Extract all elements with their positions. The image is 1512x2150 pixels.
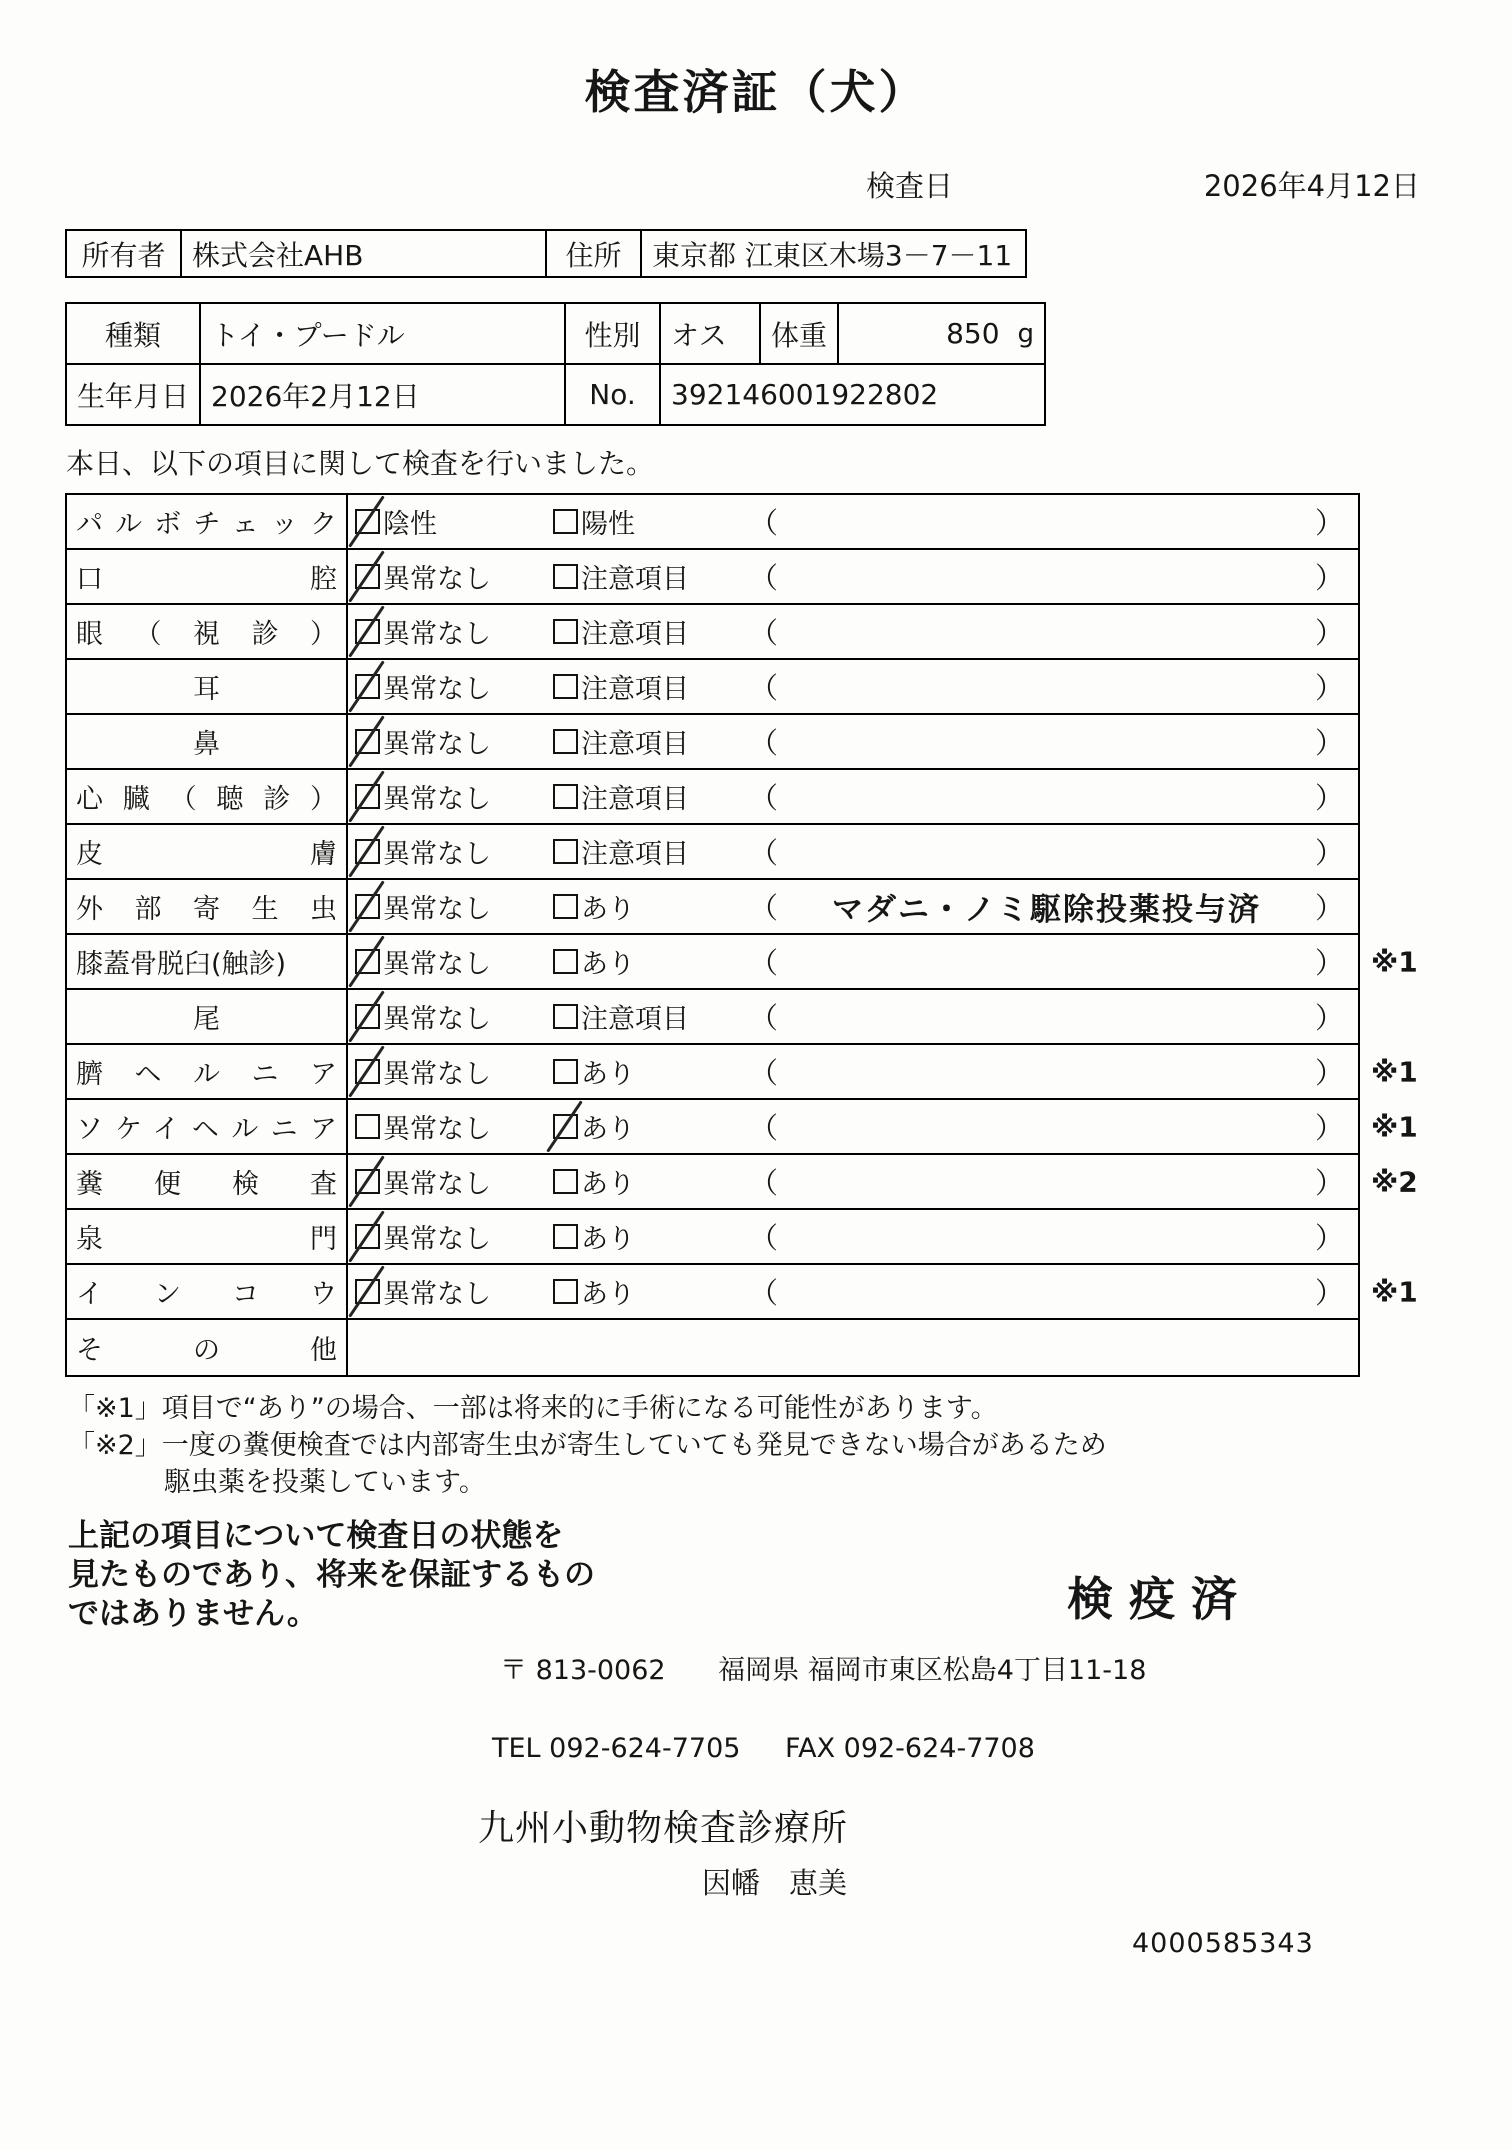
paren-close: ） [1314,671,1344,705]
option-1 [348,887,553,926]
checklist-row [67,770,1358,825]
checkbox-icon [553,509,578,534]
checklist-row [67,550,1358,605]
item-result-cell [348,1265,1358,1318]
owner-value: 株式会社AHB [181,230,546,277]
veterinarian-name: 因幡 恵美 [702,1866,848,1900]
owner-label: 所有者 [66,230,181,277]
item-label: 臍ヘルニア [76,1059,337,1090]
page-title: 検査済証（犬） [584,65,928,119]
check-mark-icon [348,1155,385,1207]
item-result-cell [348,1320,1358,1375]
item-label-cell [67,935,348,988]
item-label-cell [67,715,348,768]
finding-area [749,776,1358,817]
option-2-label: あり [581,1169,635,1200]
option-2 [553,942,749,981]
breed-label: 種類 [66,303,200,364]
option-2-label: あり [581,1114,635,1145]
checkbox-icon [355,1114,380,1139]
checkbox-icon [553,674,578,699]
option-2 [553,997,749,1036]
option-2 [553,502,749,541]
paren-close: ） [1314,946,1344,980]
item-label-cell [67,660,348,713]
option-2-label: 注意項目 [581,674,689,705]
item-result-cell [348,880,1358,933]
option-1 [348,832,553,871]
checklist-row [67,880,1358,935]
inspection-date-label: 検査日 [866,169,954,203]
item-label: 糞便検査 [76,1169,337,1200]
paren-open: （ [749,781,779,815]
option-2 [553,557,749,596]
checklist-row [67,825,1358,880]
item-result-cell [348,495,1358,548]
checkbox-icon [355,1224,380,1249]
clinic-fax: FAX 092-624-7708 [785,1733,1035,1764]
option-1-label: 異常なし [383,784,491,815]
checklist-row [67,1320,1358,1375]
item-result-cell [348,715,1358,768]
item-label: 外部寄生虫 [76,894,337,925]
number-value: 392146001922802 [660,364,1045,425]
item-label: 心臓（聴診） [76,784,337,815]
finding-area [749,941,1358,982]
checkbox-icon [553,949,578,974]
checklist-row [67,1210,1358,1265]
quarantine-stamp: 検疫済 [1067,1571,1253,1626]
number-label: No. [565,364,660,425]
finding-area [749,611,1358,652]
option-1 [348,997,553,1036]
birthdate-label: 生年月日 [66,364,200,425]
item-label-cell [67,990,348,1043]
checkbox-icon [553,894,578,919]
footnote-marker: ※1 [1371,1110,1418,1143]
paren-close: ） [1314,726,1344,760]
paren-open: （ [749,1111,779,1145]
item-label: その他 [76,1335,337,1366]
item-result-cell [348,935,1358,988]
check-mark-icon [348,605,385,657]
option-2 [553,1272,749,1311]
checklist-row [67,1045,1418,1100]
checkbox-icon [553,729,578,754]
paren-open: （ [749,1221,779,1255]
item-label-cell [67,495,348,548]
item-label: 泉門 [76,1224,337,1255]
finding-area [749,1161,1358,1202]
checkbox-icon [553,1279,578,1304]
option-1-label: 異常なし [383,1114,491,1145]
item-label-cell [67,880,348,933]
item-label-cell [67,1045,348,1098]
checkbox-icon [553,564,578,589]
check-mark-icon [348,880,385,932]
serial-number: 4000585343 [1132,1928,1314,1959]
check-mark-icon [348,770,385,822]
option-1-label: 異常なし [383,619,491,650]
paren-open: （ [749,1276,779,1310]
item-label-cell [67,1210,348,1263]
item-label: ソケイヘルニア [76,1114,337,1145]
paren-open: （ [749,891,779,925]
checkbox-icon [355,1169,380,1194]
finding-text: マダニ・ノミ駆除投薬投与済 [832,892,1261,928]
option-1-label: 異常なし [383,949,491,980]
check-mark-icon [348,1210,385,1262]
paren-close: ） [1314,781,1344,815]
option-1-label: 異常なし [383,1059,491,1090]
footnote-marker: ※1 [1371,945,1418,978]
item-result-cell [348,1155,1358,1208]
option-1 [348,1162,553,1201]
weight-label: 体重 [760,303,838,364]
paren-open: （ [749,1056,779,1090]
option-1 [348,1272,553,1311]
footnote-line: 「※2」一度の糞便検査では内部寄生虫が寄生していても発見できない場合があるため [68,1430,1107,1461]
checklist-row [67,660,1358,715]
check-mark-icon [348,715,385,767]
paren-open: （ [749,946,779,980]
paren-open: （ [749,1001,779,1035]
checkbox-icon [355,1059,380,1084]
checkbox-icon [355,894,380,919]
option-1 [348,1052,553,1091]
item-label-cell [67,770,348,823]
option-1-label: 異常なし [383,1169,491,1200]
disclaimer-text: 上記の項目について検査日の状態を 見たものであり、将来を保証するもの ではありません。 [68,1518,595,1632]
checkbox-icon [355,949,380,974]
weight-unit: g [1017,318,1035,349]
item-label: インコウ [76,1279,337,1310]
finding-area [749,1051,1358,1092]
inspection-date-value: 2026年4月12日 [1203,169,1420,203]
pet-table [65,302,1046,426]
option-2 [553,777,749,816]
item-result-cell [348,825,1358,878]
option-2-label: 注意項目 [581,1004,689,1035]
option-2 [553,832,749,871]
checkbox-icon [553,784,578,809]
paren-open: （ [749,836,779,870]
option-1-label: 異常なし [383,674,491,705]
option-1-label: 異常なし [383,1224,491,1255]
finding-area [749,831,1358,872]
option-1-label: 異常なし [383,894,491,925]
item-label-cell [67,550,348,603]
paren-open: （ [749,616,779,650]
checkbox-icon [355,784,380,809]
checkbox-icon [355,619,380,644]
item-result-cell [348,990,1358,1043]
item-result-cell [348,1100,1358,1153]
option-1 [348,502,553,541]
option-2-label: あり [581,1224,635,1255]
checklist-row [67,605,1358,660]
item-label-cell [67,1265,348,1318]
finding-area [749,1106,1358,1147]
option-1 [348,557,553,596]
item-label: 口腔 [76,564,337,595]
finding-area [749,1216,1358,1257]
paren-open: （ [749,1166,779,1200]
paren-close: ） [1314,1056,1344,1090]
table-row [66,364,1045,425]
paren-close: ） [1314,1221,1344,1255]
item-label: 耳 [193,674,220,705]
checkbox-icon [553,1059,578,1084]
address-value: 東京都 江東区木場3－7－11 [641,230,1026,277]
item-label: 皮膚 [76,839,337,870]
item-result-cell [348,1045,1358,1098]
checkbox-icon [355,839,380,864]
option-2-label: 陽性 [581,509,635,540]
checkbox-icon [553,1224,578,1249]
footnote-line: 駆虫薬を投薬しています。 [164,1467,486,1498]
option-1 [348,667,553,706]
option-1-label: 異常なし [383,729,491,760]
check-mark-icon [348,495,385,547]
option-1 [348,722,553,761]
postal-code: 〒 813-0062 [500,1655,666,1686]
finding-area [749,721,1358,762]
checklist-row [67,715,1358,770]
item-result-cell [348,660,1358,713]
paren-close: ） [1314,1111,1344,1145]
checkbox-icon [553,619,578,644]
option-2-label: 注意項目 [581,784,689,815]
finding-area [749,501,1358,542]
check-mark-icon [348,1045,385,1097]
footnote-marker: ※1 [1371,1055,1418,1088]
paren-close: ） [1314,616,1344,650]
finding-area [749,1271,1358,1312]
check-mark-icon [348,660,385,712]
clinic-postal-line [500,1648,1512,1687]
option-1-label: 異常なし [383,564,491,595]
item-label-cell [67,825,348,878]
finding-area [749,884,1358,929]
option-1 [348,1217,553,1256]
checklist-row [67,1265,1418,1320]
item-result-cell [348,770,1358,823]
birthdate-value: 2026年2月12日 [200,364,565,425]
paren-close: ） [1314,1166,1344,1200]
option-1-label: 異常なし [383,1004,491,1035]
option-2 [553,667,749,706]
weight-cell [838,303,1045,364]
address-label: 住所 [546,230,641,277]
paren-close: ） [1314,561,1344,595]
checklist-table [65,493,1418,1377]
item-label: 尾 [193,1004,220,1035]
item-label-cell [67,1100,348,1153]
paren-close: ） [1314,891,1344,925]
clinic-name: 九州小動物検査診療所 [478,1808,849,1849]
checkbox-icon [553,1004,578,1029]
intro-sentence: 本日、以下の項目に関して検査を行いました。 [66,447,655,480]
option-1 [348,612,553,651]
option-2-label: 注意項目 [581,839,689,870]
option-2-label: 注意項目 [581,564,689,595]
paren-close: ） [1314,506,1344,540]
footnote-marker: ※1 [1371,1275,1418,1308]
item-label-cell [67,1155,348,1208]
paren-open: （ [749,726,779,760]
option-1 [348,1107,553,1146]
checklist-row [67,990,1358,1045]
footnotes [68,1390,1512,1501]
paren-open: （ [749,561,779,595]
option-1-label: 異常なし [383,839,491,870]
item-label: 鼻 [193,729,220,760]
finding-area [749,556,1358,597]
table-row [66,230,1026,277]
checkbox-icon [553,1169,578,1194]
option-1-label: 陰性 [383,509,437,540]
finding-area [749,996,1358,1037]
item-result-cell [348,550,1358,603]
checkbox-icon [553,1114,578,1139]
checkbox-icon [355,1004,380,1029]
option-1 [348,942,553,981]
option-2-label: 注意項目 [581,619,689,650]
item-result-cell [348,605,1358,658]
inspection-date-row [866,164,1420,205]
paren-open: （ [749,506,779,540]
paren-close: ） [1314,1001,1344,1035]
checkbox-icon [355,509,380,534]
footnote-marker: ※2 [1371,1165,1418,1198]
option-2-label: あり [581,1059,635,1090]
checkbox-icon [355,1279,380,1304]
clinic-tel: TEL 092-624-7705 [492,1733,741,1764]
option-2-label: 注意項目 [581,729,689,760]
check-mark-icon [348,550,385,602]
option-2 [553,722,749,761]
clinic-address: 福岡県 福岡市東区松島4丁目11-18 [718,1655,1147,1686]
item-label-cell [67,1320,348,1375]
checkbox-icon [355,729,380,754]
option-2 [553,1162,749,1201]
option-2-label: あり [581,949,635,980]
checkbox-icon [355,564,380,589]
option-2 [553,1217,749,1256]
sex-label: 性別 [565,303,660,364]
option-2 [553,1107,749,1146]
checkbox-icon [355,674,380,699]
check-mark-icon [348,825,385,877]
checkbox-icon [553,839,578,864]
check-mark-icon [348,1265,385,1317]
check-mark-icon [348,990,385,1042]
option-1-label: 異常なし [383,1279,491,1310]
footnote-line: 「※1」項目で“あり”の場合、一部は将来的に手術になる可能性があります。 [68,1393,998,1424]
checklist-row [67,495,1358,550]
option-2-label: あり [581,1279,635,1310]
item-result-cell [348,1210,1358,1263]
item-label: 膝蓋骨脱臼(触診) [76,949,287,980]
option-2-label: あり [581,894,635,925]
breed-value: トイ・プードル [200,303,565,364]
clinic-tel-line [492,1733,1512,1764]
option-2 [553,1052,749,1091]
checklist-row [67,1155,1418,1210]
finding-area [749,666,1358,707]
weight-value: 850 [946,317,1000,350]
option-1 [348,777,553,816]
disclaimer-row [68,1517,1253,1634]
owner-table [65,229,1027,278]
paren-close: ） [1314,1276,1344,1310]
paren-open: （ [749,671,779,705]
sex-value: オス [660,303,760,364]
option-2 [553,887,749,926]
item-label-cell [67,605,348,658]
option-2 [553,612,749,651]
table-row [66,303,1045,364]
check-mark-icon [348,935,385,987]
item-label: 眼（視診） [76,619,337,650]
paren-close: ） [1314,836,1344,870]
item-label: パルボチェック [76,509,337,540]
checklist-row [67,1100,1418,1155]
checklist-row [67,935,1418,990]
